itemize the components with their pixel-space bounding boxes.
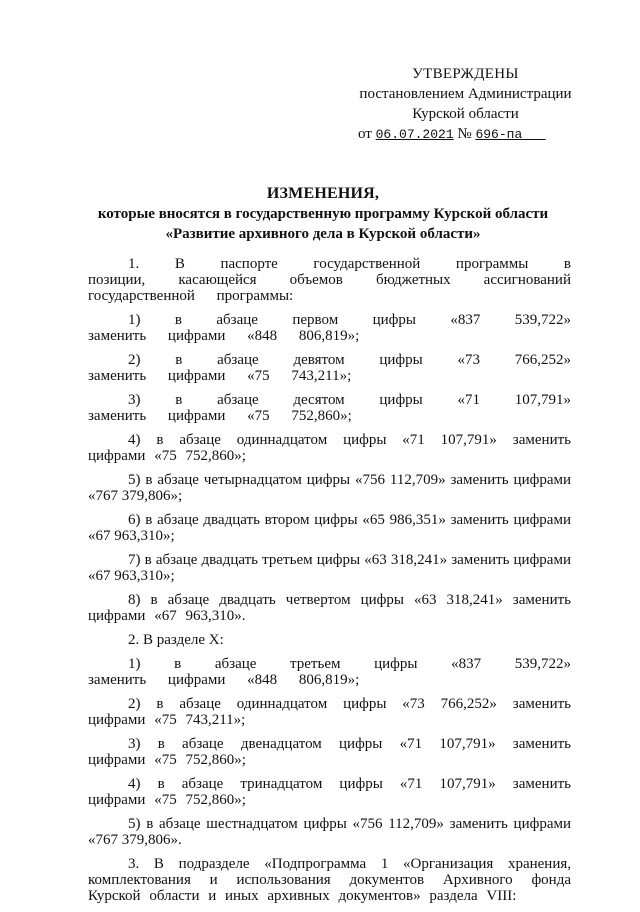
approval-line-1: постановлением Администрации [359,86,572,102]
paragraph: 1) в абзаце первом цифры «837 539,722» заменить цифрами «848 806,819»; [88,312,571,344]
approval-block [358,64,573,145]
paragraph: 3) в абзаце десятом цифры «71 107,791» заменить цифрами «75 752,860»; [88,392,571,424]
approval-line-2: Курской области [412,106,519,122]
paragraph: 4) в абзаце тринадцатом цифры «71 107,791» заменить цифрами «75 752,860»; [88,776,571,808]
document-subtitle-2: «Развитие архивного дела в Курской области» [165,226,481,242]
paragraph: 6) в абзаце двадцать втором цифры «65 986,351» заменить цифрами «67 963,310»; [88,512,571,544]
approval-number: 696-па [475,127,523,142]
document-subtitle-1: которые вносятся в государственную программу Курской области [97,206,549,222]
paragraph: 5) в абзаце шестнадцатом цифры «756 112,709» заменить цифрами «767 379,806». [88,816,571,848]
paragraph: 3. В подразделе «Подпрограмма 1 «Организация хранения, комплектования и использования документов Архивного фонда Курской области и иных архивных документов» раздела VIII: [88,856,571,904]
document-body [88,256,571,912]
document-title: ИЗМЕНЕНИЯ, [266,185,380,202]
paragraph: 2) в абзаце девятом цифры «73 766,252» заменить цифрами «75 743,211»; [88,352,571,384]
paragraph: 1. В паспорте государственной программы в позиции, касающейся объемов бюджетных ассигнований государственной программы: [88,256,571,304]
paragraph: 4) в абзаце одиннадцатом цифры «71 107,791» заменить цифрами «75 752,860»; [88,432,571,464]
date-prefix: от [358,126,372,142]
paragraph: 2. В разделе X: [128,632,224,648]
paragraph: 8) в абзаце двадцать четвертом цифры «63 318,241» заменить цифрами «67 963,310». [88,592,571,624]
paragraph: 3) в абзаце двенадцатом цифры «71 107,791» заменить цифрами «75 752,860»; [88,736,571,768]
paragraph: 1) в абзаце третьем цифры «837 539,722» заменить цифрами «848 806,819»; [88,656,571,688]
paragraph: 7) в абзаце двадцать третьем цифры «63 318,241» заменить цифрами «67 963,310»; [88,552,571,584]
approval-date-line [358,124,573,145]
approval-title: УТВЕРЖДЕНЫ [412,66,519,82]
paragraph: 2) в абзаце одиннадцатом цифры «73 766,252» заменить цифрами «75 743,211»; [88,696,571,728]
approval-date: 06.07.2021 [375,127,454,142]
number-prefix: № [457,126,472,142]
paragraph: 5) в абзаце четырнадцатом цифры «756 112,709» заменить цифрами «767 379,806»; [88,472,571,504]
document-header [80,184,566,244]
